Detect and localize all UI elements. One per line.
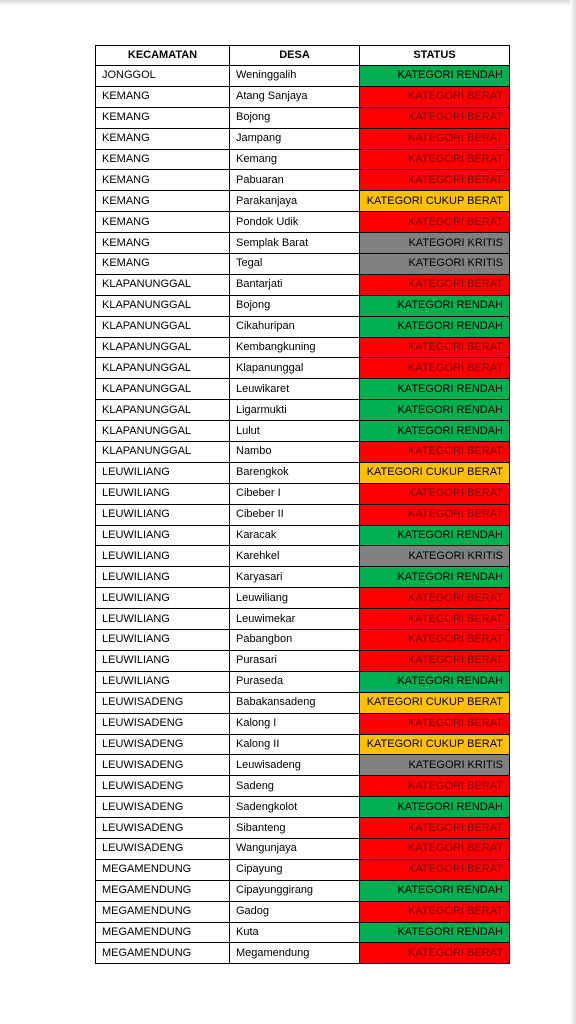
cell-status: KATEGORI RENDAH — [360, 671, 510, 692]
table-row — [96, 86, 510, 107]
cell-status: KATEGORI BERAT — [360, 358, 510, 379]
cell-desa: Karyasari — [230, 567, 360, 588]
cell-kecamatan: LEUWILIANG — [96, 630, 230, 651]
cell-desa: Atang Sanjaya — [230, 86, 360, 107]
cell-status: KATEGORI RENDAH — [360, 797, 510, 818]
cell-kecamatan: LEUWILIANG — [96, 567, 230, 588]
table-row — [96, 630, 510, 651]
cell-kecamatan: LEUWILIANG — [96, 483, 230, 504]
cell-kecamatan: KEMANG — [96, 191, 230, 212]
cell-status: KATEGORI BERAT — [360, 442, 510, 463]
cell-status: KATEGORI BERAT — [360, 107, 510, 128]
table-row — [96, 880, 510, 901]
cell-status: KATEGORI BERAT — [360, 859, 510, 880]
table-row — [96, 776, 510, 797]
cell-kecamatan: LEUWISADENG — [96, 692, 230, 713]
cell-status: KATEGORI CUKUP BERAT — [360, 692, 510, 713]
cell-status: KATEGORI RENDAH — [360, 525, 510, 546]
cell-desa: Wangunjaya — [230, 838, 360, 859]
cell-kecamatan: LEUWILIANG — [96, 671, 230, 692]
table-row — [96, 337, 510, 358]
table-row — [96, 254, 510, 275]
cell-kecamatan: KLAPANUNGGAL — [96, 295, 230, 316]
cell-desa: Cikahuripan — [230, 316, 360, 337]
table-row — [96, 609, 510, 630]
cell-status: KATEGORI RENDAH — [360, 400, 510, 421]
cell-desa: Lulut — [230, 421, 360, 442]
table-row — [96, 233, 510, 254]
cell-kecamatan: KLAPANUNGGAL — [96, 379, 230, 400]
cell-desa: Parakanjaya — [230, 191, 360, 212]
cell-kecamatan: KEMANG — [96, 86, 230, 107]
table-row — [96, 107, 510, 128]
cell-status: KATEGORI KRITIS — [360, 755, 510, 776]
cell-status: KATEGORI KRITIS — [360, 546, 510, 567]
cell-desa: Nambo — [230, 442, 360, 463]
cell-kecamatan: KLAPANUNGGAL — [96, 400, 230, 421]
status-table — [95, 45, 510, 964]
table-row — [96, 692, 510, 713]
cell-desa: Cipayunggirang — [230, 880, 360, 901]
cell-kecamatan: MEGAMENDUNG — [96, 859, 230, 880]
cell-desa: Pabangbon — [230, 630, 360, 651]
table-row — [96, 755, 510, 776]
table-row — [96, 128, 510, 149]
cell-desa: Kemang — [230, 149, 360, 170]
cell-desa: Pondok Udik — [230, 212, 360, 233]
cell-desa: Cibeber I — [230, 483, 360, 504]
cell-kecamatan: LEUWILIANG — [96, 525, 230, 546]
cell-kecamatan: KEMANG — [96, 149, 230, 170]
cell-status: KATEGORI RENDAH — [360, 421, 510, 442]
cell-status: KATEGORI RENDAH — [360, 66, 510, 87]
table-row — [96, 567, 510, 588]
table-row — [96, 713, 510, 734]
cell-desa: Leuwimekar — [230, 609, 360, 630]
cell-kecamatan: MEGAMENDUNG — [96, 880, 230, 901]
cell-desa: Sadengkolot — [230, 797, 360, 818]
cell-desa: Klapanunggal — [230, 358, 360, 379]
cell-status: KATEGORI BERAT — [360, 943, 510, 964]
cell-desa: Kembangkuning — [230, 337, 360, 358]
table-row — [96, 379, 510, 400]
cell-desa: Tegal — [230, 254, 360, 275]
table-row — [96, 671, 510, 692]
cell-kecamatan: LEUWILIANG — [96, 650, 230, 671]
table-row — [96, 525, 510, 546]
cell-kecamatan: KLAPANUNGGAL — [96, 358, 230, 379]
table-row — [96, 797, 510, 818]
cell-kecamatan: KLAPANUNGGAL — [96, 421, 230, 442]
cell-desa: Sadeng — [230, 776, 360, 797]
cell-kecamatan: KLAPANUNGGAL — [96, 274, 230, 295]
cell-status: KATEGORI KRITIS — [360, 233, 510, 254]
cell-status: KATEGORI RENDAH — [360, 880, 510, 901]
cell-status: KATEGORI BERAT — [360, 86, 510, 107]
cell-kecamatan: KEMANG — [96, 128, 230, 149]
cell-status: KATEGORI BERAT — [360, 650, 510, 671]
table-row — [96, 274, 510, 295]
cell-desa: Pabuaran — [230, 170, 360, 191]
cell-desa: Karacak — [230, 525, 360, 546]
cell-kecamatan: KLAPANUNGGAL — [96, 337, 230, 358]
cell-kecamatan: KEMANG — [96, 212, 230, 233]
table-row — [96, 358, 510, 379]
cell-status: KATEGORI BERAT — [360, 818, 510, 839]
cell-desa: Gadog — [230, 901, 360, 922]
cell-status: KATEGORI RENDAH — [360, 379, 510, 400]
cell-desa: Kalong I — [230, 713, 360, 734]
cell-status: KATEGORI RENDAH — [360, 567, 510, 588]
table-body — [96, 66, 510, 964]
table-row — [96, 943, 510, 964]
cell-kecamatan: KLAPANUNGGAL — [96, 442, 230, 463]
cell-status: KATEGORI BERAT — [360, 609, 510, 630]
cell-status: KATEGORI BERAT — [360, 149, 510, 170]
cell-status: KATEGORI BERAT — [360, 170, 510, 191]
cell-status: KATEGORI BERAT — [360, 838, 510, 859]
cell-desa: Cipayung — [230, 859, 360, 880]
cell-kecamatan: LEUWILIANG — [96, 609, 230, 630]
table-row — [96, 170, 510, 191]
cell-kecamatan: LEUWISADENG — [96, 838, 230, 859]
cell-kecamatan: MEGAMENDUNG — [96, 901, 230, 922]
cell-desa: Bojong — [230, 107, 360, 128]
cell-kecamatan: LEUWISADENG — [96, 734, 230, 755]
cell-kecamatan: KEMANG — [96, 107, 230, 128]
cell-desa: Karehkel — [230, 546, 360, 567]
cell-kecamatan: MEGAMENDUNG — [96, 922, 230, 943]
cell-desa: Kalong II — [230, 734, 360, 755]
table-row — [96, 316, 510, 337]
cell-desa: Semplak Barat — [230, 233, 360, 254]
cell-desa: Babakansadeng — [230, 692, 360, 713]
cell-desa: Ligarmukti — [230, 400, 360, 421]
cell-kecamatan: LEUWILIANG — [96, 462, 230, 483]
cell-kecamatan: JONGGOL — [96, 66, 230, 87]
cell-status: KATEGORI BERAT — [360, 713, 510, 734]
cell-kecamatan: LEUWISADENG — [96, 776, 230, 797]
table-row — [96, 838, 510, 859]
cell-status: KATEGORI CUKUP BERAT — [360, 734, 510, 755]
cell-desa: Leuwiliang — [230, 588, 360, 609]
cell-kecamatan: LEUWISADENG — [96, 797, 230, 818]
header-kecamatan: KECAMATAN — [96, 46, 230, 66]
table-row — [96, 483, 510, 504]
cell-desa: Megamendung — [230, 943, 360, 964]
cell-desa: Puraseda — [230, 671, 360, 692]
page-edge-shadow-right — [570, 0, 576, 1024]
cell-kecamatan: LEUWISADENG — [96, 818, 230, 839]
cell-desa: Jampang — [230, 128, 360, 149]
table-row — [96, 859, 510, 880]
table-header-row — [96, 46, 510, 66]
cell-status: KATEGORI BERAT — [360, 483, 510, 504]
table-row — [96, 734, 510, 755]
cell-desa: Bantarjati — [230, 274, 360, 295]
cell-kecamatan: LEUWILIANG — [96, 504, 230, 525]
cell-status: KATEGORI BERAT — [360, 504, 510, 525]
cell-status: KATEGORI BERAT — [360, 212, 510, 233]
cell-kecamatan: KEMANG — [96, 254, 230, 275]
cell-kecamatan: LEUWILIANG — [96, 588, 230, 609]
table-row — [96, 442, 510, 463]
cell-kecamatan: LEUWILIANG — [96, 546, 230, 567]
cell-kecamatan: KEMANG — [96, 170, 230, 191]
cell-status: KATEGORI BERAT — [360, 776, 510, 797]
table-row — [96, 922, 510, 943]
cell-status: KATEGORI RENDAH — [360, 316, 510, 337]
cell-status: KATEGORI CUKUP BERAT — [360, 462, 510, 483]
cell-status: KATEGORI BERAT — [360, 630, 510, 651]
cell-desa: Leuwikaret — [230, 379, 360, 400]
cell-desa: Barengkok — [230, 462, 360, 483]
cell-status: KATEGORI BERAT — [360, 274, 510, 295]
table-row — [96, 421, 510, 442]
cell-desa: Cibeber II — [230, 504, 360, 525]
cell-status: KATEGORI RENDAH — [360, 922, 510, 943]
cell-status: KATEGORI BERAT — [360, 337, 510, 358]
table-row — [96, 546, 510, 567]
cell-desa: Kuta — [230, 922, 360, 943]
table-row — [96, 818, 510, 839]
table-row — [96, 504, 510, 525]
table-row — [96, 650, 510, 671]
cell-kecamatan: LEUWISADENG — [96, 713, 230, 734]
page-edge-shadow-top — [0, 0, 576, 6]
table-row — [96, 588, 510, 609]
table-row — [96, 149, 510, 170]
cell-desa: Purasari — [230, 650, 360, 671]
cell-kecamatan: LEUWISADENG — [96, 755, 230, 776]
cell-status: KATEGORI BERAT — [360, 588, 510, 609]
cell-kecamatan: KEMANG — [96, 233, 230, 254]
cell-kecamatan: MEGAMENDUNG — [96, 943, 230, 964]
table-row — [96, 191, 510, 212]
table-row — [96, 212, 510, 233]
cell-status: KATEGORI BERAT — [360, 901, 510, 922]
cell-status: KATEGORI BERAT — [360, 128, 510, 149]
cell-desa: Leuwisadeng — [230, 755, 360, 776]
table-row — [96, 400, 510, 421]
table-row — [96, 66, 510, 87]
table-row — [96, 295, 510, 316]
cell-desa: Sibanteng — [230, 818, 360, 839]
cell-status: KATEGORI RENDAH — [360, 295, 510, 316]
cell-status: KATEGORI CUKUP BERAT — [360, 191, 510, 212]
table-row — [96, 901, 510, 922]
cell-desa: Bojong — [230, 295, 360, 316]
cell-status: KATEGORI KRITIS — [360, 254, 510, 275]
header-status: STATUS — [360, 46, 510, 66]
header-desa: DESA — [230, 46, 360, 66]
cell-kecamatan: KLAPANUNGGAL — [96, 316, 230, 337]
cell-desa: Weninggalih — [230, 66, 360, 87]
table-row — [96, 462, 510, 483]
